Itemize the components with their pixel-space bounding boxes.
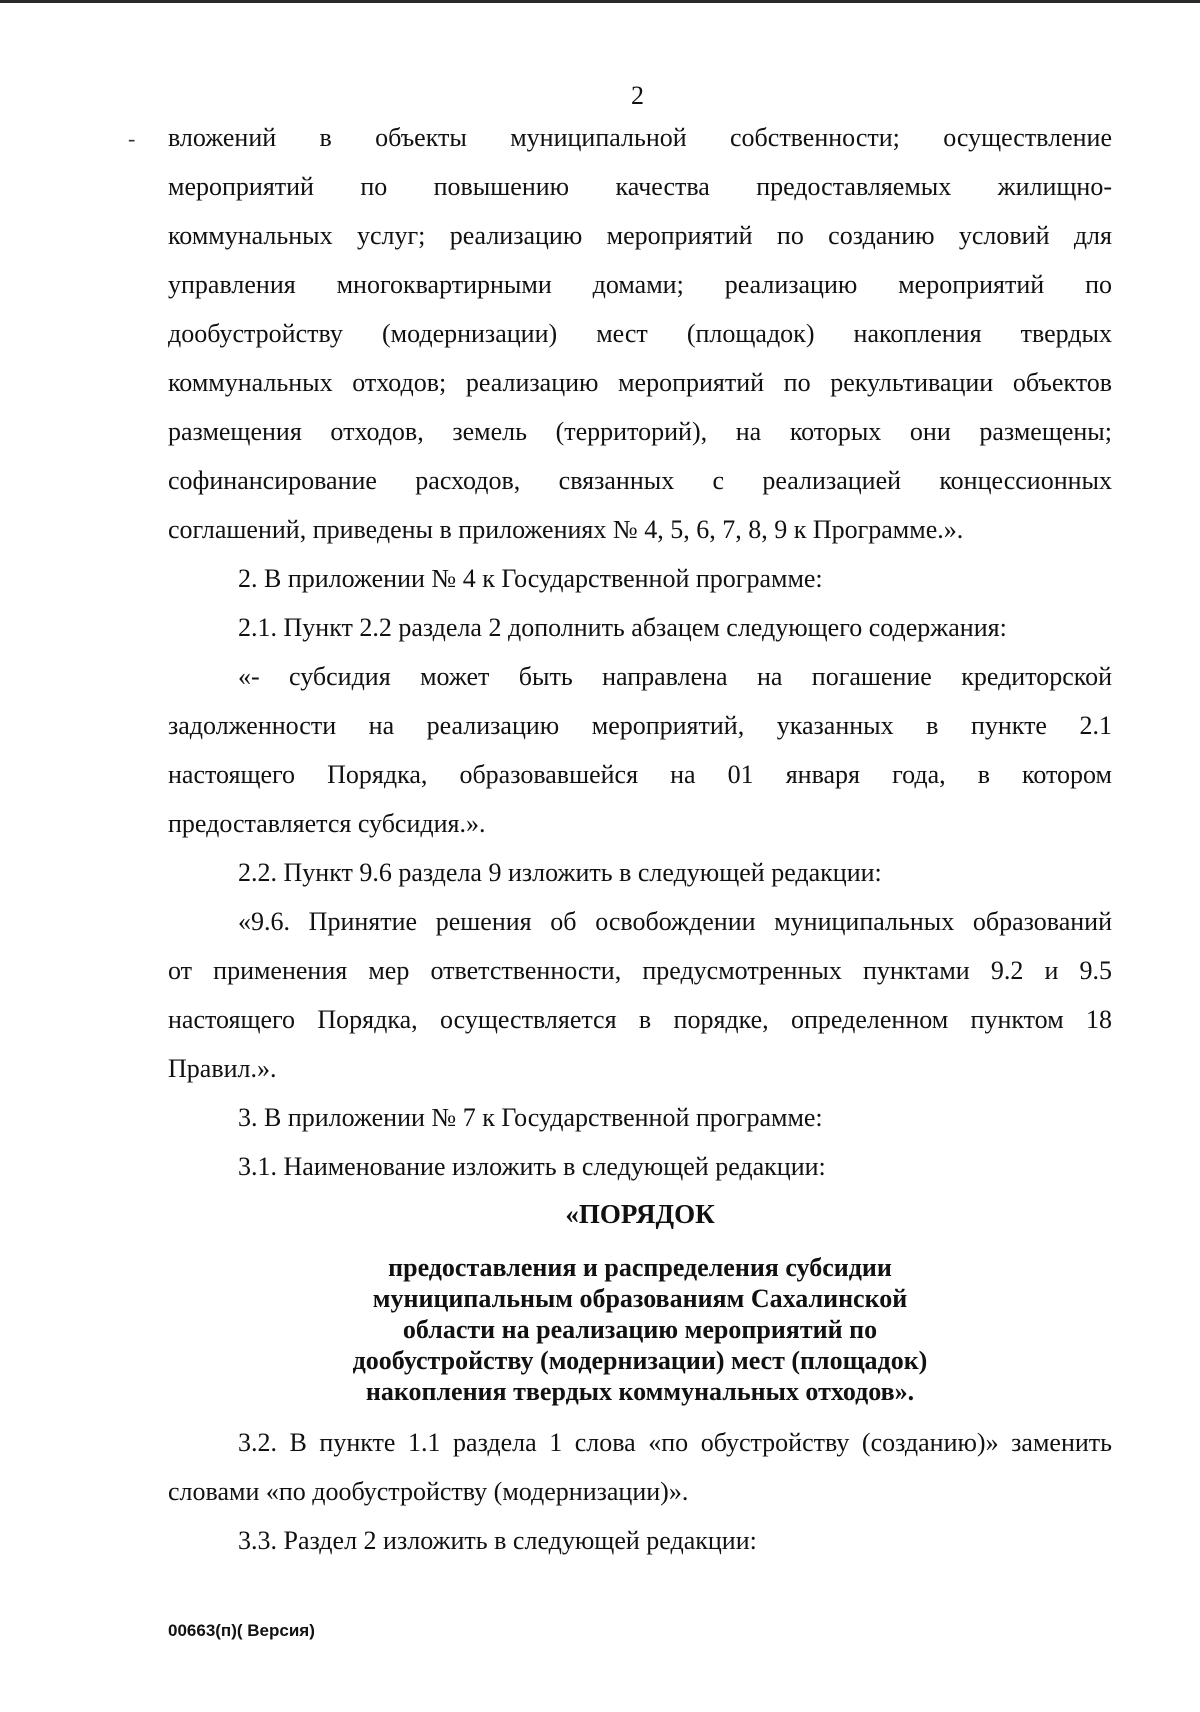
text-line-15: предоставляется субсидия.». <box>168 809 486 838</box>
page-number: 2 <box>631 81 644 110</box>
text-line-22: 3.1. Наименование изложить в следующей редакции: <box>238 1152 826 1181</box>
subtitle-line-2: муниципальным образованиям Сахалинской <box>372 1284 908 1313</box>
text-line-2: мероприятий по повышению качества предоставляемых жилищно- <box>168 172 1112 201</box>
subtitle-line-3: области на реализацию мероприятий по <box>402 1315 878 1344</box>
subtitle-line-1: предоставления и распределения субсидии <box>388 1253 892 1282</box>
text-line-24: словами «по дообустройству (модернизации)». <box>168 1477 689 1506</box>
subtitle-line-5: накопления твердых коммунальных отходов». <box>365 1377 915 1406</box>
scan-top-edge <box>0 0 1200 3</box>
subtitle-line-4: дообустройству (модернизации) мест (площадок) <box>352 1346 928 1375</box>
margin-mark: - <box>128 126 136 151</box>
text-line-6: коммунальных отходов; реализацию мероприятий по рекультивации объектов <box>168 368 1112 397</box>
text-line-10: 2. В приложении № 4 к Государственной программе: <box>238 564 823 593</box>
text-line-12: «- субсидия может быть направлена на погашение кредиторской <box>238 662 1112 691</box>
text-line-16: 2.2. Пункт 9.6 раздела 9 изложить в следующей редакции: <box>238 858 882 887</box>
text-line-3: коммунальных услуг; реализацию мероприятий по созданию условий для <box>168 221 1112 250</box>
text-line-8: софинансирование расходов, связанных с реализацией концессионных <box>168 466 1112 495</box>
text-line-13: задолженности на реализацию мероприятий, указанных в пункте 2.1 <box>168 711 1112 740</box>
text-line-23: 3.2. В пункте 1.1 раздела 1 слова «по обустройству (созданию)» заменить <box>238 1428 1112 1457</box>
text-line-17: «9.6. Принятие решения об освобождении муниципальных образований <box>238 907 1112 936</box>
text-line-4: управления многоквартирными домами; реализацию мероприятий по <box>168 270 1112 299</box>
text-line-18: от применения мер ответственности, предусмотренных пунктами 9.2 и 9.5 <box>168 956 1112 985</box>
text-line-19: настоящего Порядка, осуществляется в порядке, определенном пунктом 18 <box>168 1005 1112 1034</box>
text-line-9: соглашений, приведены в приложениях № 4, 5, 6, 7, 8, 9 к Программе.». <box>168 515 964 544</box>
document-title: «ПОРЯДОК <box>565 1199 715 1229</box>
document-subtitle <box>168 1252 1112 1407</box>
text-line-20: Правил.». <box>168 1054 277 1083</box>
text-line-1: вложений в объекты муниципальной собственности; осуществление <box>168 123 1112 152</box>
text-line-25: 3.3. Раздел 2 изложить в следующей редакции: <box>238 1526 757 1555</box>
text-line-21: 3. В приложении № 7 к Государственной программе: <box>238 1103 823 1132</box>
text-line-14: настоящего Порядка, образовавшейся на 01 января года, в котором <box>168 760 1112 789</box>
document-code: 00663(п)( Версия) <box>168 1621 315 1640</box>
text-line-11: 2.1. Пункт 2.2 раздела 2 дополнить абзацем следующего содержания: <box>238 613 1007 642</box>
text-line-7: размещения отходов, земель (территорий), на которых они размещены; <box>168 417 1112 446</box>
text-line-5: дообустройству (модернизации) мест (площадок) накопления твердых <box>168 319 1112 348</box>
